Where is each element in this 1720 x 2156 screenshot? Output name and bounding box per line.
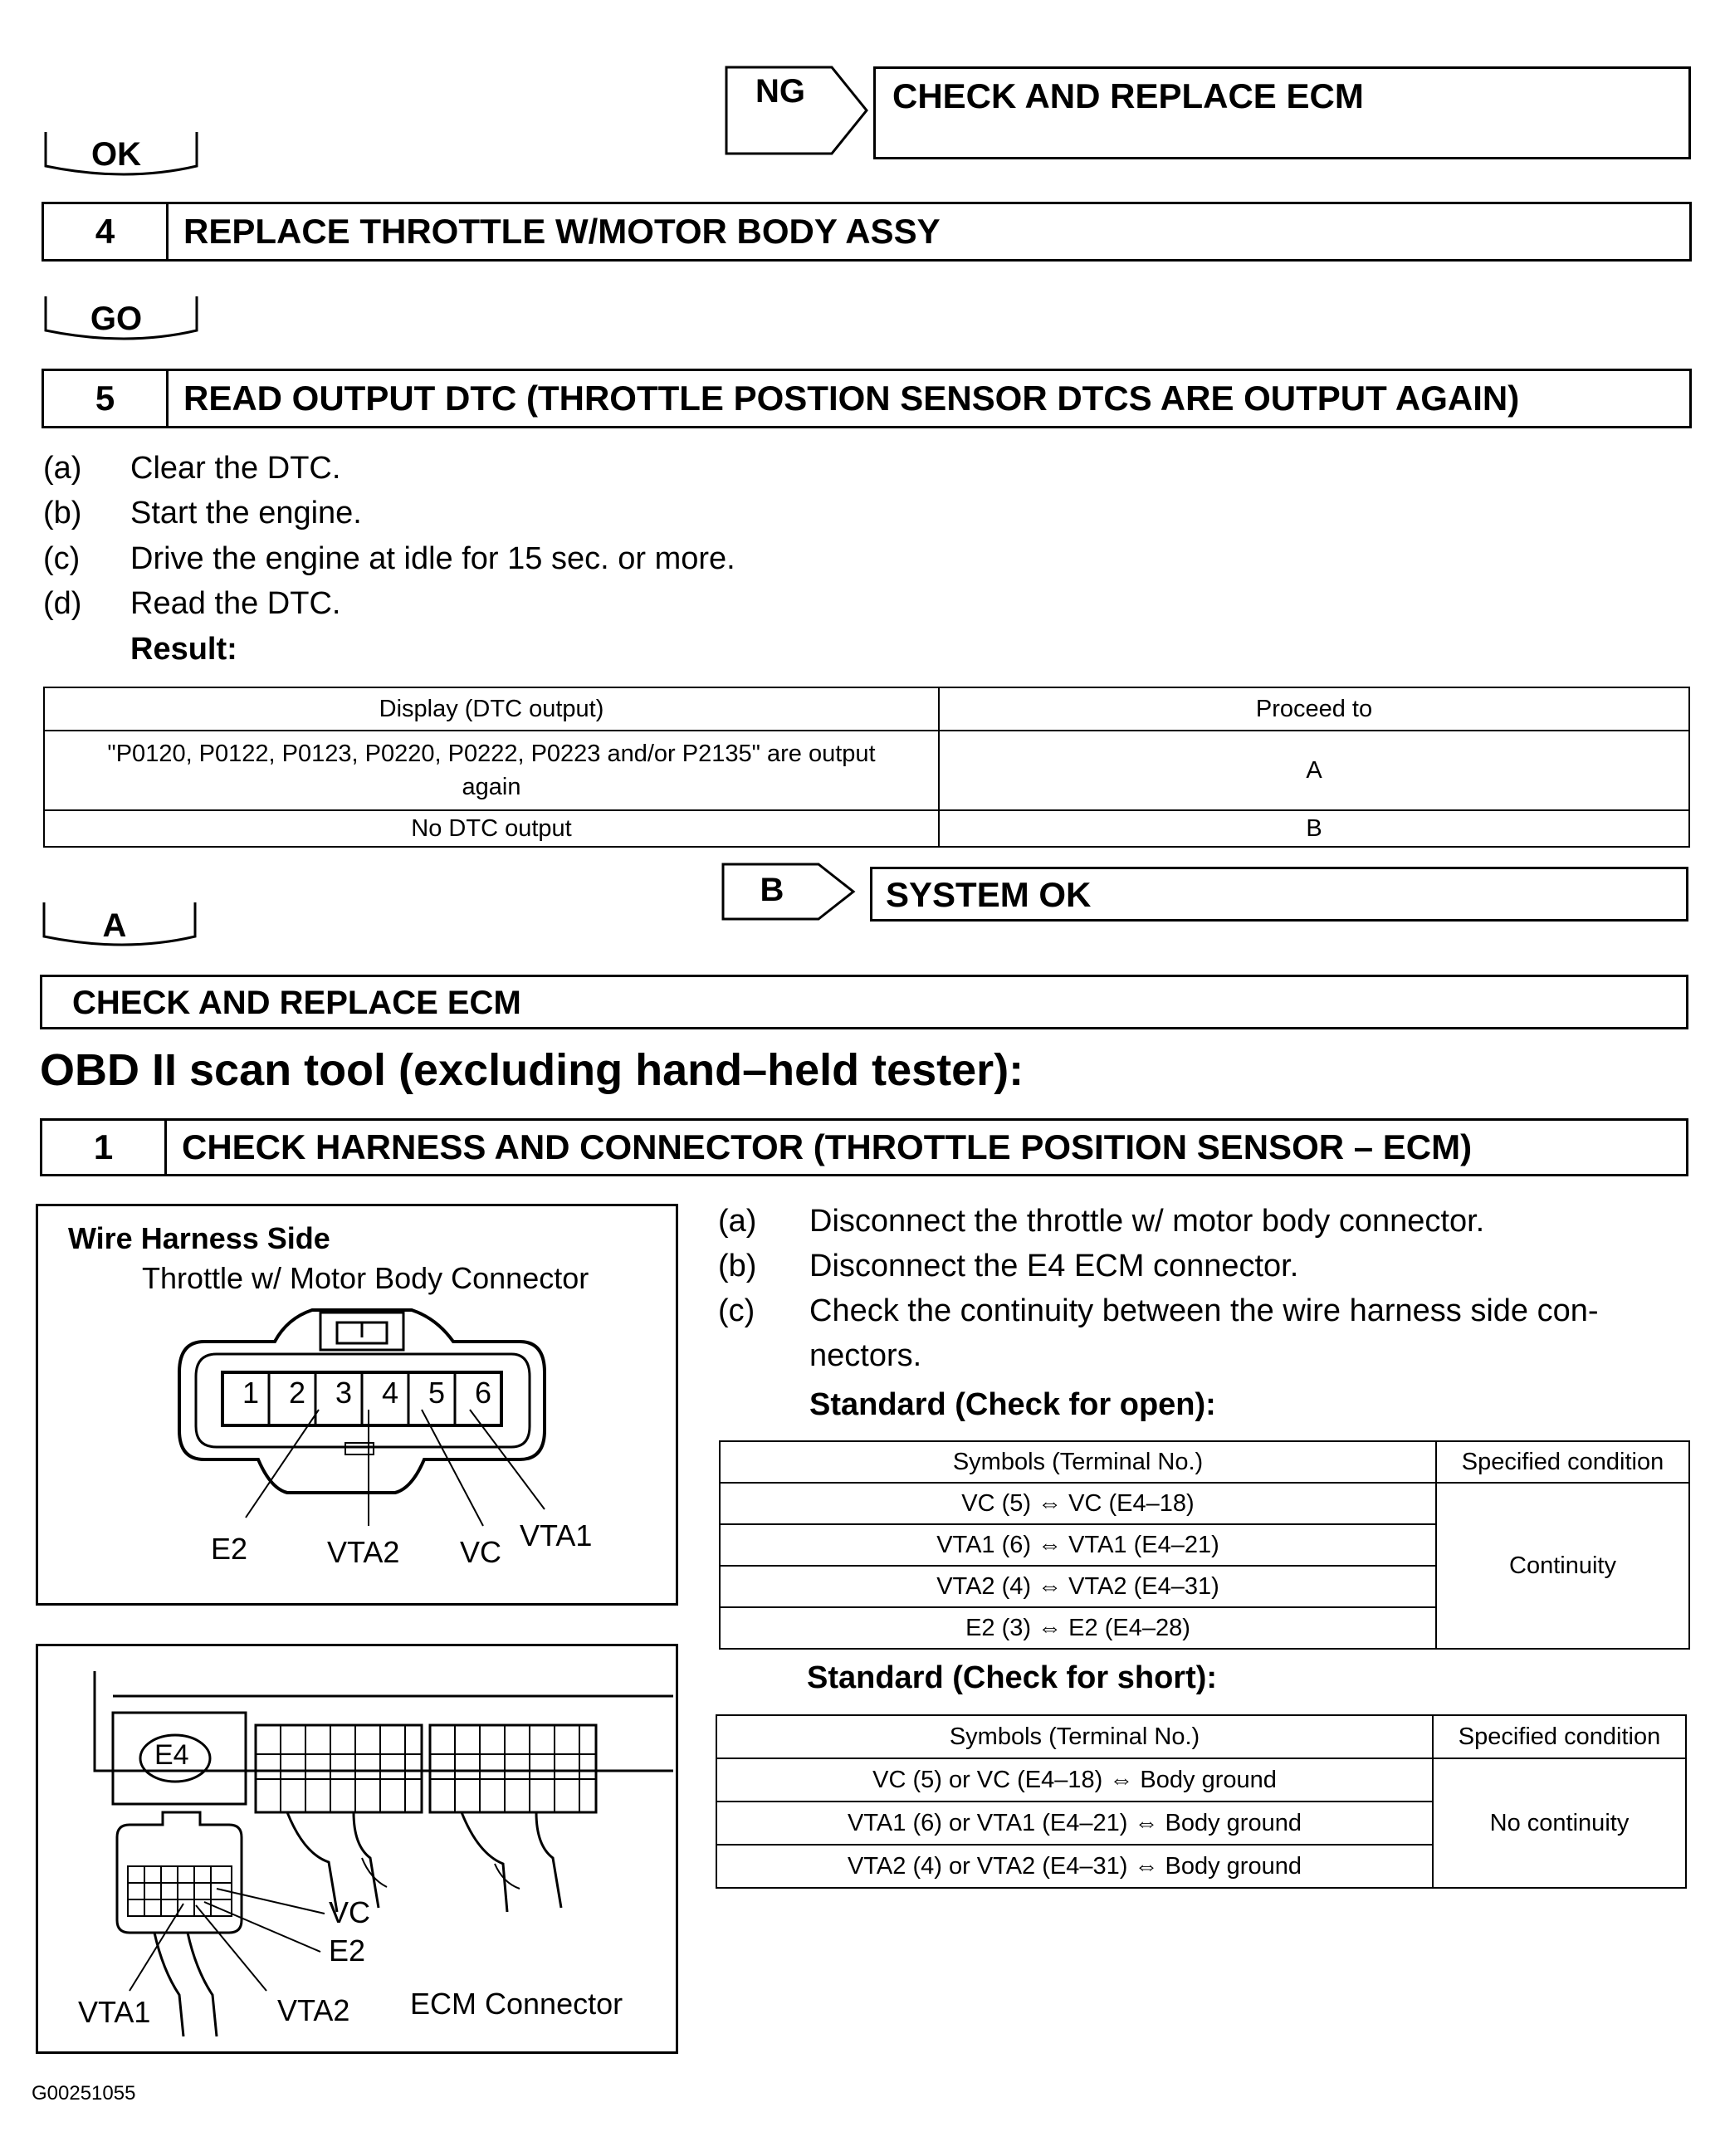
ok-tag-label: OK xyxy=(91,136,141,173)
step-5-item-a: (a) Clear the DTC. xyxy=(43,451,341,486)
result-header-display: Display (DTC output) xyxy=(44,687,939,731)
step-5-item-b: (b) Start the engine. xyxy=(43,496,362,530)
step-4-number: 4 xyxy=(44,204,169,259)
open-condition: Continuity xyxy=(1436,1483,1689,1649)
label-vta1: VTA1 xyxy=(520,1518,593,1552)
diagram-1-subtitle: Throttle w/ Motor Body Connector xyxy=(142,1261,589,1295)
short-header-symbols: Symbols (Terminal No.) xyxy=(716,1715,1433,1758)
result-row-2-display: No DTC output xyxy=(44,810,939,847)
short-row-2: VTA1 (6) or VTA1 (E4–21) ⇔ Body ground xyxy=(716,1802,1433,1845)
short-row-1: VC (5) or VC (E4–18) ⇔ Body ground xyxy=(716,1758,1433,1802)
short-row-3: VTA2 (4) or VTA2 (E4–31) ⇔ Body ground xyxy=(716,1845,1433,1888)
result-table xyxy=(43,687,1690,848)
step-1-title: CHECK HARNESS AND CONNECTOR (THROTTLE POSITION SENSOR – ECM) xyxy=(182,1127,1473,1166)
open-heading: Standard (Check for open): xyxy=(809,1387,1216,1422)
pin-2: 2 xyxy=(288,1376,306,1410)
diagram-1-title: Wire Harness Side xyxy=(68,1221,330,1255)
open-row-4: E2 (3) ⇔ E2 (E4–28) xyxy=(720,1607,1436,1649)
result-header-proceed: Proceed to xyxy=(939,687,1689,731)
short-heading: Standard (Check for short): xyxy=(807,1660,1218,1695)
throttle-connector-diagram xyxy=(36,1204,678,1606)
step-4-box xyxy=(42,202,1692,262)
pin-3: 3 xyxy=(335,1376,353,1410)
pin-6: 6 xyxy=(474,1376,492,1410)
b-result-box xyxy=(870,867,1688,922)
step-5-box xyxy=(42,369,1692,428)
short-header-condition: Specified condition xyxy=(1433,1715,1686,1758)
step-1-number: 1 xyxy=(42,1121,167,1174)
ecm-connector-id: E4 xyxy=(154,1739,189,1771)
pin-5: 5 xyxy=(428,1376,446,1410)
step-1-item-c-cont: nectors. xyxy=(809,1338,922,1373)
b-tag-label: B xyxy=(760,872,784,908)
step-5-item-c: (c) Drive the engine at idle for 15 sec. or more. xyxy=(43,541,735,576)
b-result-text: SYSTEM OK xyxy=(886,875,1092,914)
step-5-item-d: (d) Read the DTC. xyxy=(43,586,341,621)
open-row-2: VTA1 (6) ⇔ VTA1 (E4–21) xyxy=(720,1524,1436,1566)
ecm-label-vta2: VTA2 xyxy=(277,1993,350,2027)
label-vc: VC xyxy=(460,1535,502,1569)
ng-result-text: CHECK AND REPLACE ECM xyxy=(892,76,1364,115)
open-row-1: VC (5) ⇔ VC (E4–18) xyxy=(720,1483,1436,1524)
figure-code: G00251055 xyxy=(32,2082,136,2105)
a-tag-label: A xyxy=(102,907,127,944)
label-e2: E2 xyxy=(211,1532,248,1566)
label-vta2: VTA2 xyxy=(327,1535,400,1569)
ng-tag-label: NG xyxy=(755,73,805,110)
step-4-title: REPLACE THROTTLE W/MOTOR BODY ASSY xyxy=(183,212,941,251)
pin-4: 4 xyxy=(381,1376,399,1410)
ecm-label-e2: E2 xyxy=(329,1934,366,1968)
step-1-box xyxy=(40,1118,1688,1176)
step-1-item-a: (a) Disconnect the throttle w/ motor body connector. xyxy=(718,1204,1485,1239)
step-1-item-b: (b) Disconnect the E4 ECM connector. xyxy=(718,1249,1299,1283)
ecm-label-vta1: VTA1 xyxy=(78,1995,151,2029)
step-1-item-c: (c) Check the continuity between the wire harness side con- xyxy=(718,1293,1599,1328)
ecm-connector-label: ECM Connector xyxy=(410,1987,623,2021)
result-row-1-display: "P0120, P0122, P0123, P0220, P0222, P0223 and/or P2135" are output again xyxy=(44,731,939,810)
ecm-label-vc: VC xyxy=(329,1895,371,1929)
a-result-text: CHECK AND REPLACE ECM xyxy=(72,985,521,1021)
short-condition: No continuity xyxy=(1433,1758,1686,1888)
open-header-symbols: Symbols (Terminal No.) xyxy=(720,1441,1436,1483)
go-tag-label: GO xyxy=(90,301,143,337)
result-label: Result: xyxy=(130,632,237,667)
open-check-table xyxy=(719,1440,1690,1650)
short-check-table xyxy=(716,1714,1687,1889)
a-result-box xyxy=(40,975,1688,1029)
step-5-title: READ OUTPUT DTC (THROTTLE POSTION SENSOR DTCS ARE OUTPUT AGAIN) xyxy=(183,379,1520,418)
open-row-3: VTA2 (4) ⇔ VTA2 (E4–31) xyxy=(720,1566,1436,1607)
result-row-2-proceed: B xyxy=(939,810,1689,847)
ng-result-box xyxy=(873,66,1691,159)
section-heading: OBD II scan tool (excluding hand–held tester): xyxy=(40,1045,1024,1095)
pin-1: 1 xyxy=(242,1376,260,1410)
step-5-number: 5 xyxy=(44,371,169,426)
ecm-connector-diagram xyxy=(36,1644,678,2054)
open-header-condition: Specified condition xyxy=(1436,1441,1689,1483)
result-row-1-proceed: A xyxy=(939,731,1689,810)
